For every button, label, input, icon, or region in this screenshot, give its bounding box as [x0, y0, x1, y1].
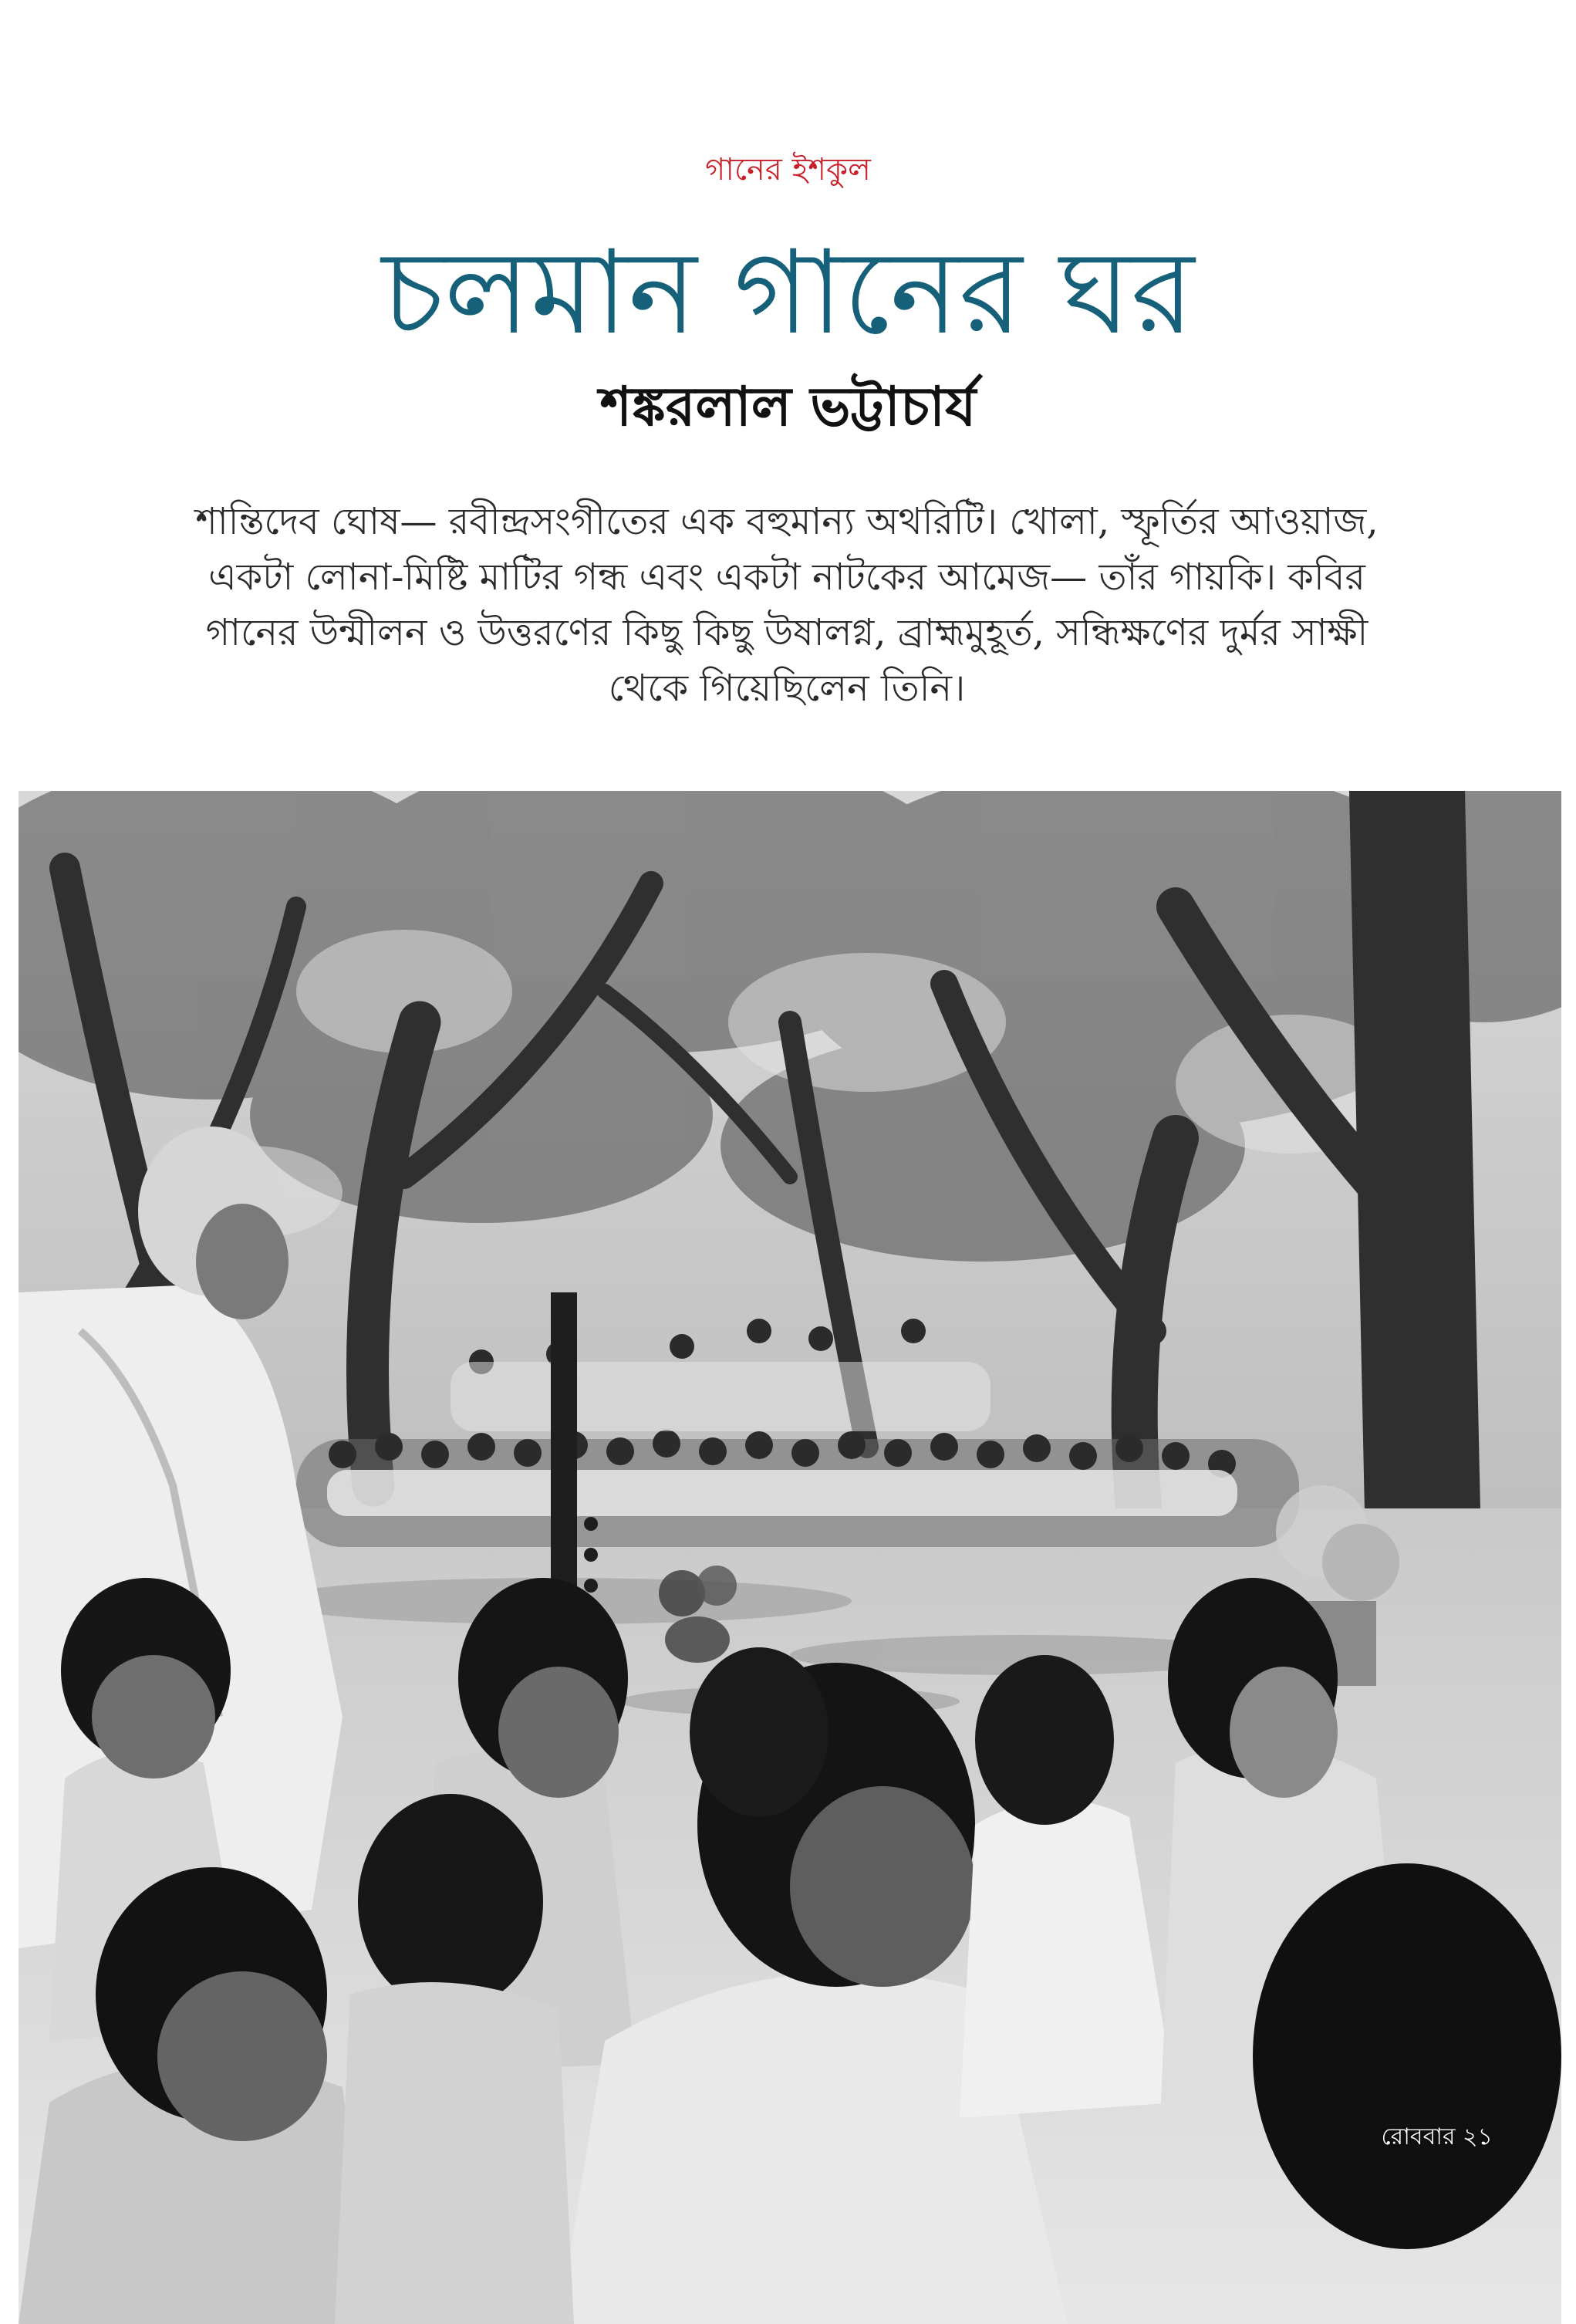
page-folio: রোববার ২১	[1381, 2123, 1493, 2150]
lede-paragraph: শান্তিদেব ঘোষ— রবীন্দ্রসংগীতের এক বহুমান্য অথরিটি। খোলা, স্ফূর্তির আওয়াজ, একটা লোনা-মিষ্টি মাটির গন্ধ এবং একটা নাটকের আমেজ— তাঁর গায়কি। কবির গানের উন্মীলন ও উত্তরণের কিছু কিছু উষালগ্ন, ব্রাহ্মমুহূর্ত, সন্ধিক্ষণের দুর্মর সাক্ষী থেকে গিয়েছিলেন তিনি।	[195, 500, 1379, 710]
section-kicker: গানের ইশকুল	[705, 152, 871, 187]
author-byline: শঙ্করলাল ভট্টাচার্য	[599, 375, 977, 438]
article-title: চলমান গানের ঘর	[381, 226, 1195, 360]
photograph	[19, 791, 1561, 2324]
photo-illustration	[19, 791, 1561, 2324]
